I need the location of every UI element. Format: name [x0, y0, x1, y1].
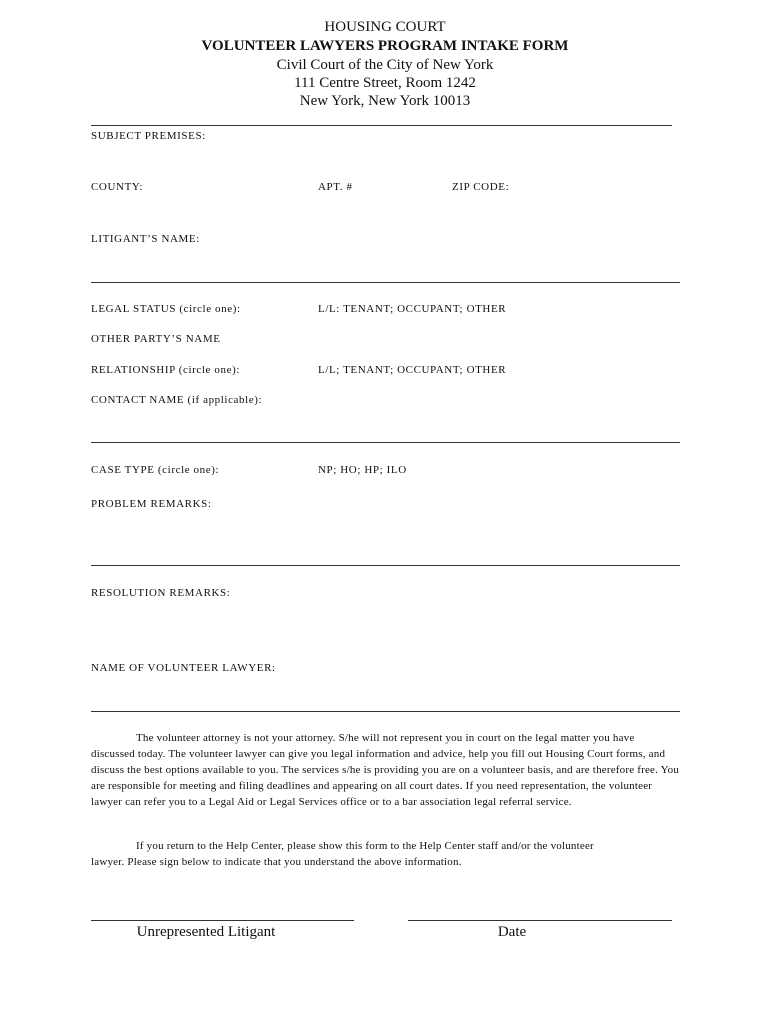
zip-code-label: ZIP CODE: — [452, 181, 510, 193]
contact-name-label: CONTACT NAME (if applicable): — [91, 394, 263, 406]
court-full-name: Civil Court of the City of New York — [276, 57, 494, 73]
instructions-paragraph: If you return to the Help Center, please show this form to the Help Center staff and/or the volunteer lawyer. Please sign below to indicate that you understand the above information. — [91, 840, 594, 868]
section-divider-2 — [91, 442, 680, 443]
case-type-label: CASE TYPE (circle one): — [91, 464, 220, 476]
section-divider-3 — [91, 565, 680, 566]
volunteer-lawyer-label: NAME OF VOLUNTEER LAWYER: — [91, 662, 276, 674]
court-address-city: New York, New York 10013 — [299, 93, 471, 109]
apt-label: APT. # — [318, 181, 353, 193]
resolution-remarks-label: RESOLUTION REMARKS: — [91, 587, 231, 599]
header-divider — [91, 125, 672, 126]
form-title: VOLUNTEER LAWYERS PROGRAM INTAKE FORM — [201, 38, 569, 54]
disclaimer-paragraph: The volunteer attorney is not your attorney. S/he will not represent you in court on the legal matter you have discussed today. The volunteer lawyer can give you legal information and advice, help you fill out Housing Court forms, and discuss the best options available to you. The services s/he is providing you are on a volunteer basis, and are therefore free. You are responsible for meeting and filing deadlines and appearing on all court dates. If you need representation, the volunteer lawyer can refer you to a Legal Aid or Legal Services office or to a bar association legal referral service. — [91, 732, 680, 808]
section-divider-1 — [91, 282, 680, 283]
relationship-label: RELATIONSHIP (circle one): — [91, 364, 240, 376]
legal-status-options: L/L: TENANT; OCCUPANT; OTHER — [318, 303, 507, 315]
section-divider-4 — [91, 711, 680, 712]
date-label: Date — [497, 924, 527, 940]
litigant-name-label: LITIGANT’S NAME: — [91, 233, 200, 245]
relationship-options: L/L; TENANT; OCCUPANT; OTHER — [318, 364, 507, 376]
other-party-name-label: OTHER PARTY’S NAME — [91, 333, 221, 345]
legal-status-label: LEGAL STATUS (circle one): — [91, 303, 241, 315]
litigant-signature-line[interactable] — [91, 920, 354, 921]
date-signature-line[interactable] — [408, 920, 672, 921]
litigant-signature-label: Unrepresented Litigant — [136, 924, 276, 940]
county-label: COUNTY: — [91, 181, 144, 193]
court-name: HOUSING COURT — [324, 19, 446, 35]
case-type-options: NP; HO; HP; ILO — [318, 464, 407, 476]
subject-premises-label: SUBJECT PREMISES: — [91, 130, 206, 142]
court-address-street: 111 Centre Street, Room 1242 — [294, 75, 476, 91]
problem-remarks-label: PROBLEM REMARKS: — [91, 498, 212, 510]
